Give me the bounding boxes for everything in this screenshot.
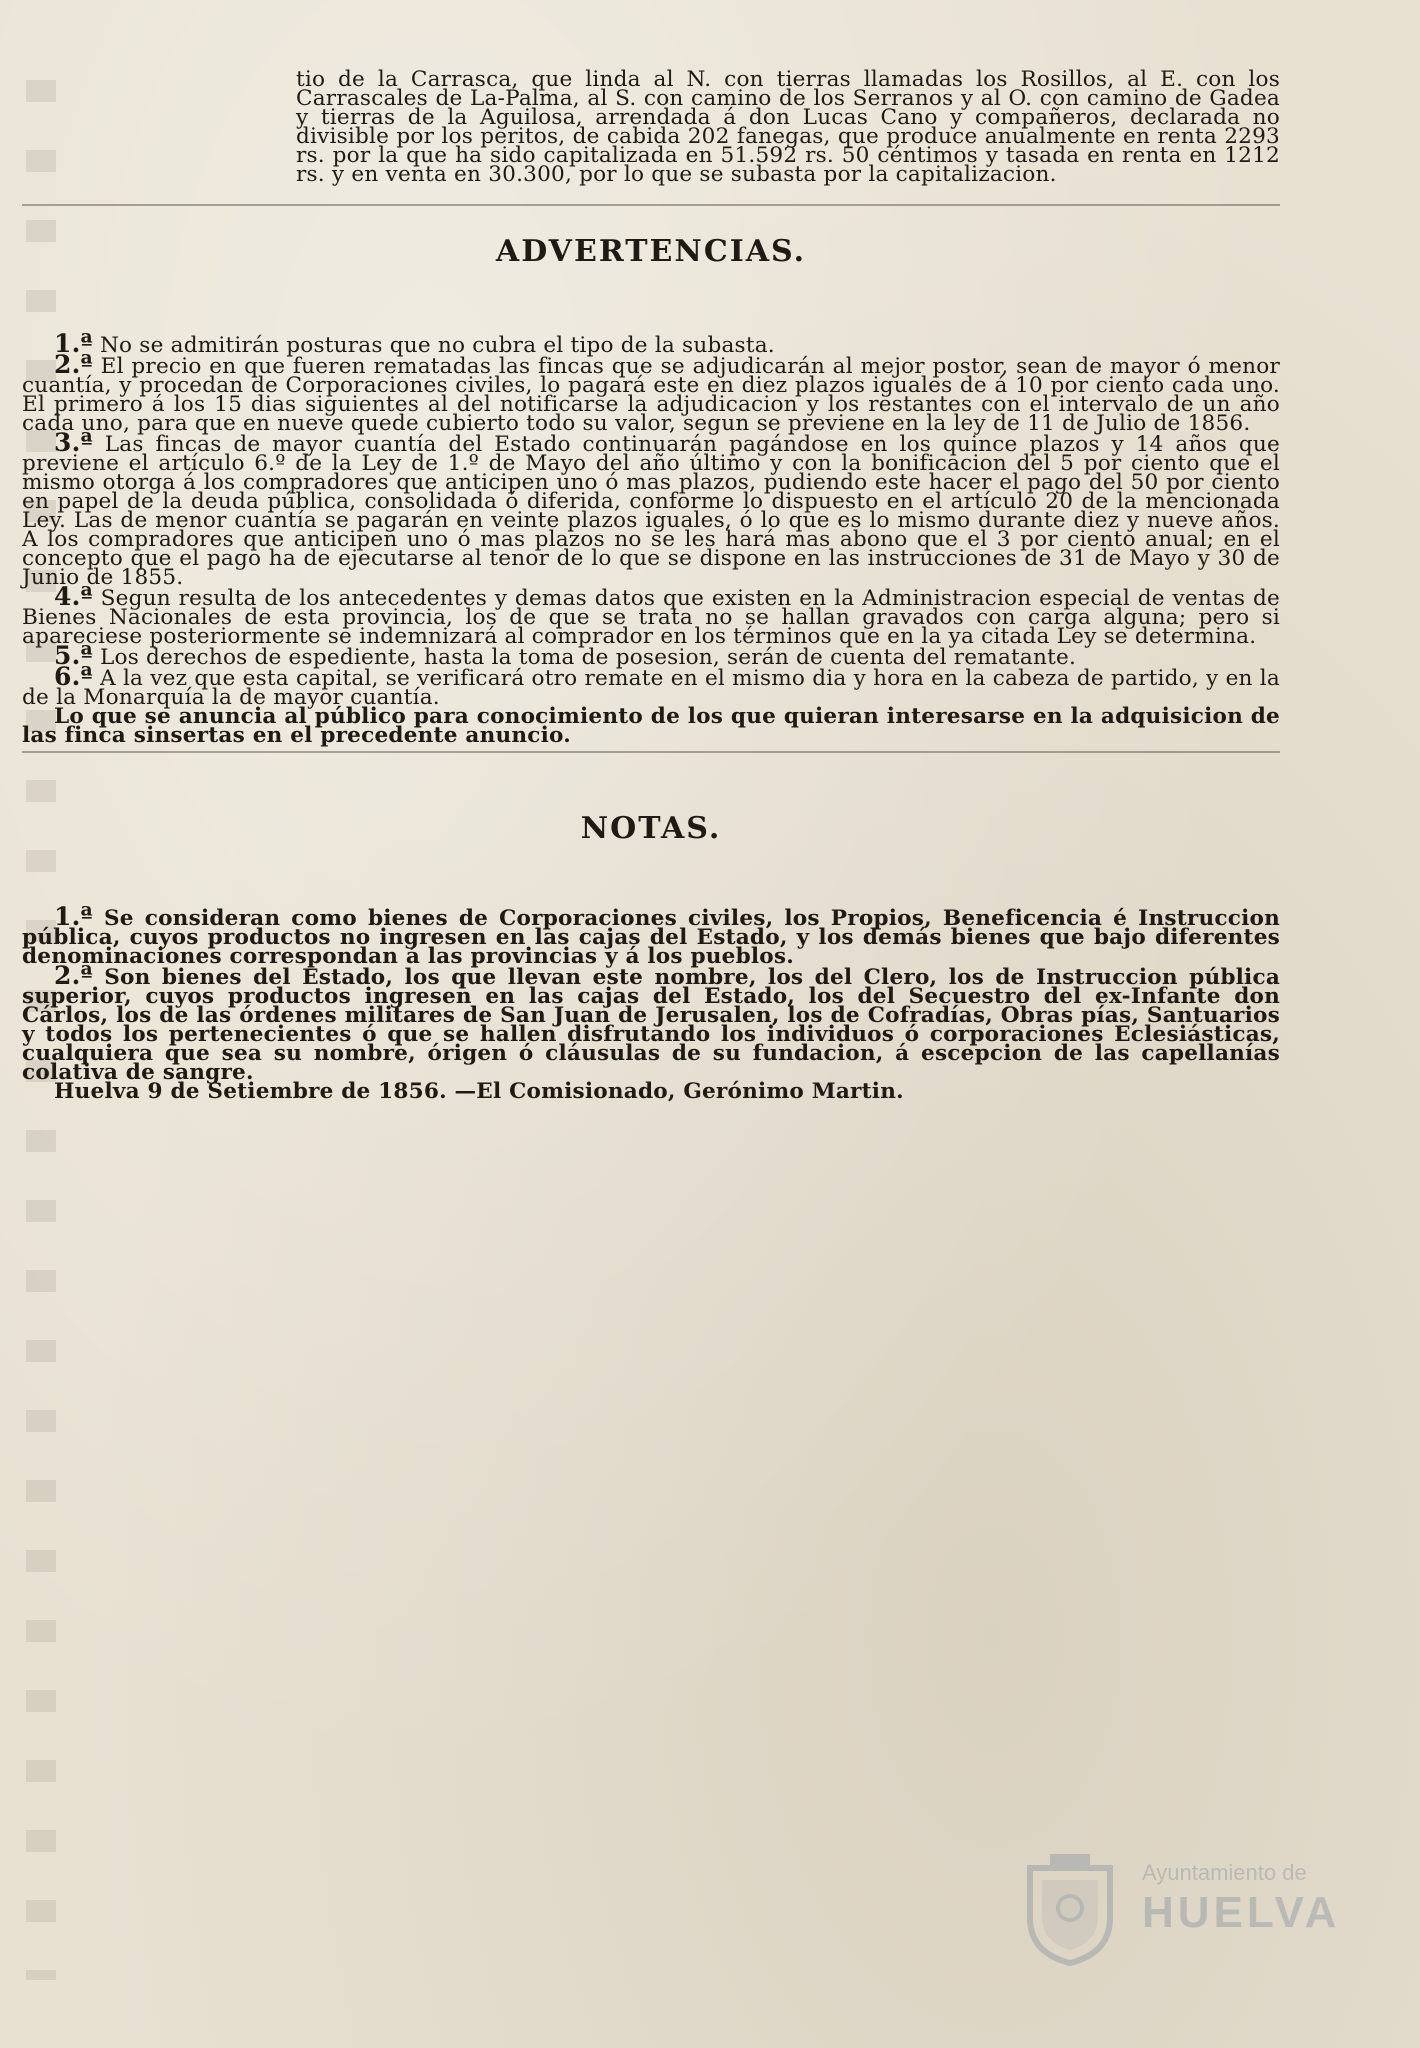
item-number: 6.ª: [54, 662, 93, 691]
item-text: Se consideran como bienes de Corporaciones civiles, los Propios, Beneficencia é Instruccion pública, cuyos productos no ingresen en las cajas del Estado, y los demás bienes que bajo diferentes denominaciones correspondan á las provincias y á los pueblos.: [22, 906, 1280, 969]
notas-heading: NOTAS.: [580, 811, 722, 846]
nota-item: [22, 961, 1281, 1085]
advertencias-closing: Lo que se anuncia al público para conocimiento de los que quieran interesarse en la adquisicion de las finca sinsertas en el precedente anuncio.: [22, 704, 1280, 748]
item-text: Las fincas de mayor cuantía del Estado continuarán pagándose en los quince plazos y 14 años que previene el artículo 6.º de la Ley de 1.º de Mayo del año último y con la bonificacion del 5 por ciento que el mismo otorga á los compradores que anticipen uno ó mas plazos, pudiendo este hacer el pago del 50 por ciento en papel de la deuda pública, consolidada ó diferida, conforme lo dispuesto en el artículo 20 de la mencionada Ley. Las de menor cuantía se pagarán en veinte plazos iguales, ó lo que es lo mismo durante diez y nueve años. A los compradores que anticipen uno ó mas plazos no se les hará mas abono que el 3 por ciento anual; en el concepto que el pago ha de ejecutarse al tenor de lo que se dispone en las instrucciones de 31 de Mayo y 30 de Junio de 1855.: [22, 432, 1280, 590]
item-text: Los derechos de espediente, hasta la toma de posesion, serán de cuenta del rematante.: [99, 645, 1077, 670]
coat-of-arms-icon: [1010, 1848, 1130, 1968]
item-text: No se admitirán posturas que no cubra el tipo de la subasta.: [99, 333, 775, 358]
watermark-stamp: [1010, 1848, 1340, 1968]
advertencia-item: [22, 329, 1280, 358]
signature-line: Huelva 9 de Setiembre de 1856. —El Comisionado, Gerónimo Martin.: [54, 1079, 904, 1104]
item-text: Segun resulta de los antecedentes y demas datos que existen en la Administracion especial de ventas de Bienes Nacionales de esta provincia, los de que se trata no se hallan gravados con carga alguna; pero si apareciese posteriormente se indemnizará al comprador en los términos que en la ya citada Ley se determina.: [22, 586, 1280, 649]
item-number: 4.ª: [54, 582, 93, 611]
advertencias-heading: ADVERTENCIAS.: [495, 234, 807, 269]
document-body: [22, 67, 1281, 1104]
item-number: 2.ª: [54, 961, 93, 990]
item-text: A la vez que esta capital, se verificará otro remate en el mismo dia y hora en la cabeza de partido, y en la de la Monarquía la de mayor cuantía.: [22, 666, 1280, 710]
advertencia-item: [22, 428, 1280, 590]
lead-paragraph: tio de la Carrasca, que linda al N. con tierras llamadas los Rosillos, al E. con los Carrascales de La-Palma, al S. con camino de los Serranos y al O. con camino de Gadea y tierras de la Aguilosa, arrendada á don Lucas Cano y compañeros, declarada no divisible por los peritos, de cabida 202 fanegas, que produce anualmente en renta 2293 rs. por la que ha sido capitalizada en 51.592 rs. 50 céntimos y tasada en renta en 1212 rs. y en venta en 30.300, por lo que se subasta por la capitalizacion.: [296, 67, 1280, 187]
advertencia-item: [22, 641, 1280, 670]
item-number: 1.ª: [54, 329, 93, 358]
watermark-line1: Ayuntamiento de: [1142, 1860, 1307, 1885]
item-number: 2.ª: [54, 350, 93, 379]
item-number: 5.ª: [54, 641, 93, 670]
advertencia-item: [22, 662, 1280, 710]
divider: [22, 204, 1280, 206]
watermark-line2: HUELVA: [1142, 1888, 1341, 1937]
advertencia-item: [22, 350, 1280, 436]
item-text: Son bienes del Estado, los que llevan este nombre, los del Clero, los de Instruccion pública superior, cuyos productos ingresen en las cajas del Estado, los del Secuestro del ex-Infante don Cárlos, los de las órdenes militares de San Juan de Jerusalen, los de Cofradías, Obras pías, Santuarios y todos los pertenecientes ó que se hallen disfrutando los individuos ó corporaciones Eclesiásticas, cualquiera que sea su nombre, órigen ó cláusulas de su fundacion, á escepcion de las capellanías colativa de sangre.: [22, 965, 1281, 1085]
nota-item: [22, 902, 1280, 969]
advertencia-item: [22, 582, 1280, 649]
item-number: 3.ª: [54, 428, 93, 457]
item-text: El precio en que fueren rematadas las fincas que se adjudicarán al mejor postor, sean de mayor ó menor cuantía, y procedan de Corporaciones civiles, lo pagará este en diez plazos iguales de á 10 por ciento cada uno. El primero á los 15 dias siguientes al del notificarse la adjudicacion y los restantes con el intervalo de un año cada uno, para que en nueve quede cubierto todo su valor, segun se previene en la ley de 11 de Julio de 1856.: [22, 354, 1280, 436]
item-number: 1.ª: [54, 902, 93, 931]
divider: [22, 751, 1280, 753]
